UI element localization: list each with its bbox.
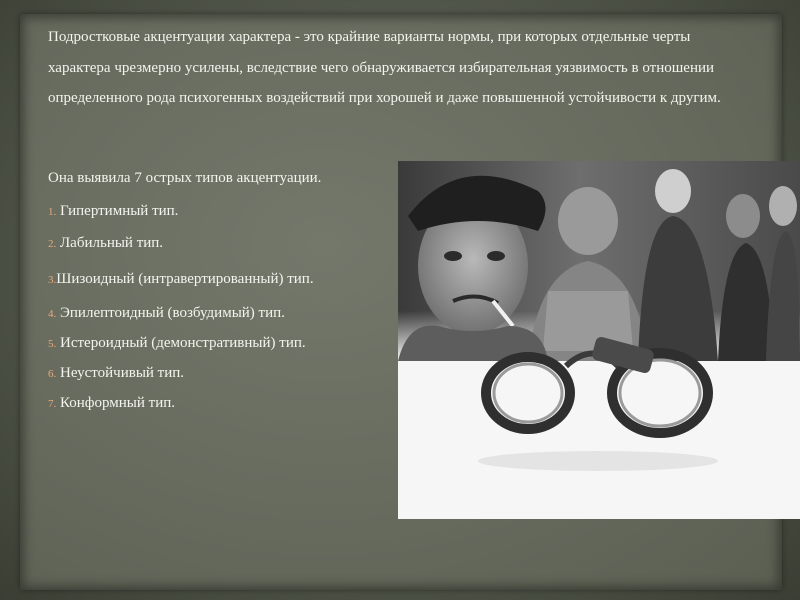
list-item-number: 3. [48,274,57,286]
photo-illustration [398,161,800,519]
list-item-number: 6. [48,368,57,380]
list-item-number: 4. [48,308,57,320]
list-item-number: 2. [48,238,57,250]
list-item-number: 1. [48,206,57,218]
list-item-label: Конформный тип. [56,395,176,411]
list-item [48,203,178,220]
list-item-label: Эпилептоидный (возбудимый) тип. [56,305,285,321]
list-item-label: Гипертимный тип. [56,203,179,219]
list-item [48,395,175,412]
list-item [48,305,285,322]
list-item-label: Истероидный (демонстративный) тип. [56,335,306,351]
list-item-label: Лабильный тип. [56,235,164,251]
list-item-label: Неустойчивый тип. [56,365,185,381]
list-item [48,235,163,252]
lead-sentence: Она выявила 7 острых типов акцентуации. [48,170,322,186]
list-item [48,365,184,382]
list-item [48,271,314,288]
list-item-number: 7. [48,398,57,410]
list-item [48,335,306,352]
intro-paragraph: Подростковые акцентуации характера - это крайние варианты нормы, при которых отдельные черты характера чрезмерно усилены, вследствие чего обнаруживается избирательная уязвимость в отношении определенного рода психогенных воздействий при хорошей и даже повышенной устойчивости к другим. [48,29,721,106]
teen-handcuffs-photo [398,161,800,519]
list-item-number: 5. [48,338,57,350]
list-item-label: Шизоидный (интравертированный) тип. [56,271,314,287]
